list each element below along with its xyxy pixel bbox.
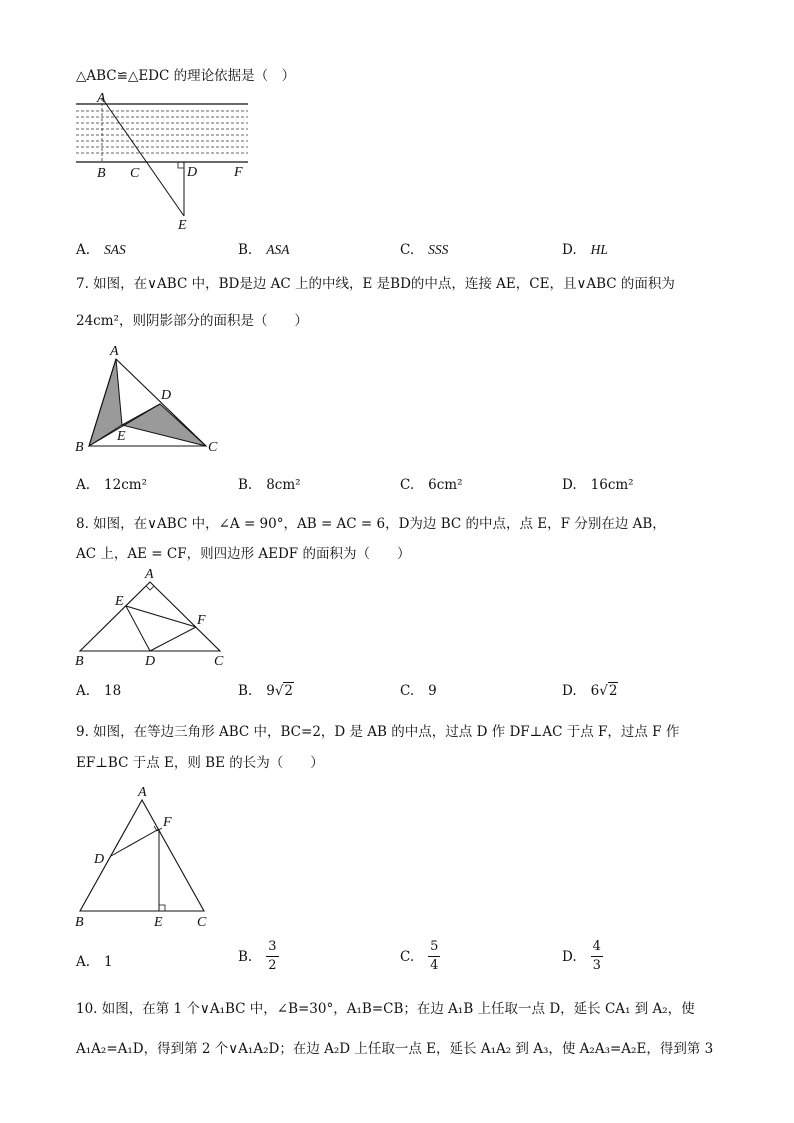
q7-figure: [72, 340, 232, 458]
q6-option-d[interactable]: D. HL: [562, 242, 608, 258]
q8-option-b[interactable]: B. 9√2: [238, 683, 294, 699]
q9-label-B: B: [75, 915, 84, 930]
q9-label-A: A: [138, 785, 147, 800]
q8-label-F: F: [197, 613, 206, 628]
q8-stem-line2: AC 上，AE = CF，则四边形 AEDF 的面积为（ ）: [76, 546, 411, 562]
q6-stem: △ABC≌△EDC 的理论依据是（ ）: [76, 68, 296, 84]
q7-option-d[interactable]: D. 16cm²: [562, 477, 634, 493]
q8-figure: [72, 565, 232, 671]
q9-option-c[interactable]: C. $\frac{5}{4}$: [400, 939, 439, 974]
q9-stem-line2: EF⊥BC 于点 E，则 BE 的长为（ ）: [76, 755, 324, 771]
q7-label-A: A: [110, 344, 119, 359]
q9-label-C: C: [197, 915, 207, 930]
q8-option-c[interactable]: C. 9: [400, 683, 437, 699]
q7-label-D: D: [161, 388, 172, 403]
q7-label-E: E: [117, 429, 126, 444]
q7-stem-line1: 7. 如图，在∨ABC 中，BD是边 AC 上的中线，E 是BD的中点，连接 AE，CE，且∨ABC 的面积为: [76, 276, 675, 292]
q9-label-E: E: [154, 915, 163, 930]
q6-label-D: D: [187, 165, 198, 180]
q6-label-A: A: [97, 91, 106, 106]
q10-stem-line1: 10. 如图，在第 1 个∨A₁BC 中，∠B=30°，A₁B=CB；在边 A₁B 上任取一点 D，延长 CA₁ 到 A₂，使: [76, 1001, 695, 1017]
q6-option-a[interactable]: A. SAS: [76, 242, 126, 258]
q8-option-a[interactable]: A. 18: [76, 683, 122, 699]
q6-label-B: B: [97, 166, 106, 181]
q7-option-c[interactable]: C. 6cm²: [400, 477, 463, 493]
q8-label-C: C: [214, 654, 224, 669]
q8-label-D: D: [145, 654, 156, 669]
q6-label-E: E: [178, 218, 187, 233]
q7-label-C: C: [208, 440, 218, 455]
q8-option-d[interactable]: D. 6√2: [562, 683, 618, 699]
q7-option-b[interactable]: B. 8cm²: [238, 477, 301, 493]
q8-label-E: E: [115, 594, 124, 609]
q8-label-B: B: [75, 654, 84, 669]
q7-stem-line2: 24cm²，则阴影部分的面积是（ ）: [76, 313, 308, 329]
q9-label-D: D: [94, 852, 105, 867]
q6-label-F: F: [234, 165, 243, 180]
q9-option-a[interactable]: A. 1: [76, 954, 113, 970]
q9-label-F: F: [163, 815, 172, 830]
q9-option-d[interactable]: D. $\frac{4}{3}$: [562, 939, 601, 974]
q9-option-b[interactable]: B. $\frac{3}{2}$: [238, 939, 277, 974]
q7-label-B: B: [75, 440, 84, 455]
q7-option-a[interactable]: A. 12cm²: [76, 477, 147, 493]
q8-stem-line1: 8. 如图，在∨ABC 中，∠A = 90°，AB = AC = 6，D为边 BC 的中点，点 E，F 分别在边 AB，: [76, 516, 666, 532]
q10-stem-line2: A₁A₂=A₁D，得到第 2 个∨A₁A₂D；在边 A₂D 上任取一点 E，延长 A₁A₂ 到 A₃，使 A₂A₃=A₂E，得到第 3: [76, 1041, 714, 1057]
q9-figure: [72, 780, 222, 932]
q9-stem-line1: 9. 如图，在等边三角形 ABC 中，BC=2，D 是 AB 的中点，过点 D 作 DF⊥AC 于点 F，过点 F 作: [76, 724, 680, 740]
q6-option-c[interactable]: C. SSS: [400, 242, 449, 258]
q6-figure: [72, 88, 262, 236]
q6-label-C: C: [130, 166, 140, 181]
q6-option-b[interactable]: B. ASA: [238, 242, 290, 258]
q8-label-A: A: [145, 567, 154, 582]
